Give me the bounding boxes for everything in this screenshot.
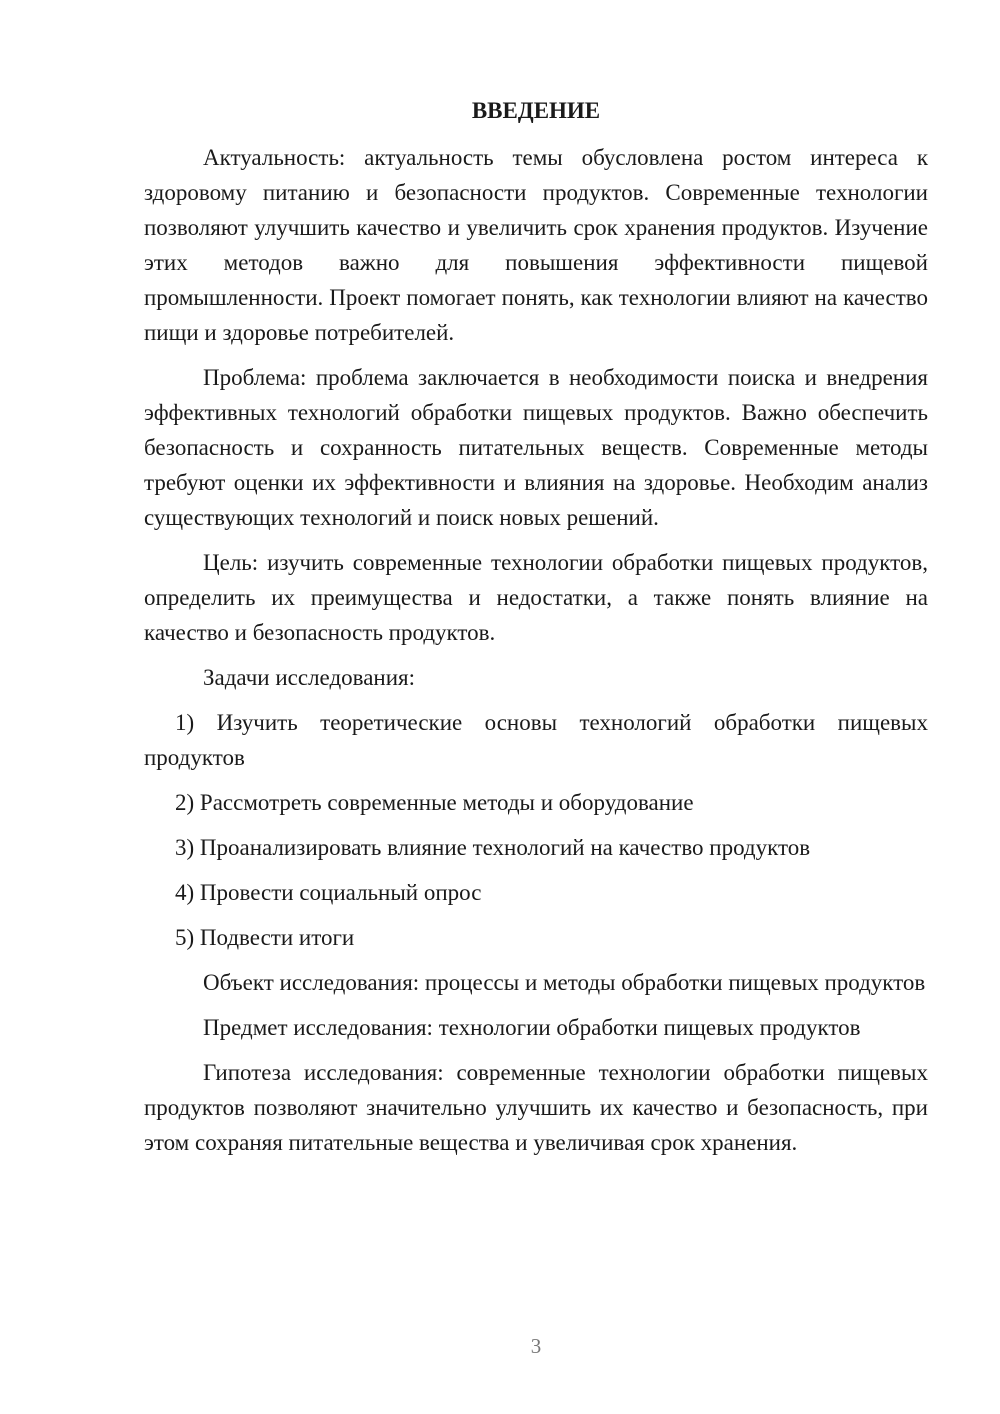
tasks-heading: Задачи исследования:	[203, 665, 416, 690]
task-item-2: 2) Рассмотреть современные методы и оборудование	[175, 790, 694, 815]
relevance-paragraph: Актуальность: актуальность темы обусловлена ростом интереса к здоровому питанию и безопасности продуктов. Современные технологии позволяют улучшить качество и увеличить срок хранения продуктов. Изучение этих методов важно для повышения эффективности пищевой промышленности. Проект помогает понять, как технологии влияют на качество пищи и здоровье потребителей.	[144, 145, 928, 345]
hypothesis-paragraph: Гипотеза исследования: современные технологии обработки пищевых продуктов позволяют значительно улучшить их качество и безопасность, при этом сохраняя питательные вещества и увеличивая срок хранения.	[144, 1060, 928, 1155]
object-paragraph: Объект исследования: процессы и методы обработки пищевых продуктов	[203, 970, 926, 995]
task-item-3: 3) Проанализировать влияние технологий на качество продуктов	[175, 835, 811, 860]
tasks-list	[144, 705, 928, 955]
task-item-1: 1) Изучить теоретические основы технологий обработки пищевых продуктов	[144, 710, 928, 770]
problem-paragraph: Проблема: проблема заключается в необходимости поиска и внедрения эффективных технологий обработки пищевых продуктов. Важно обеспечить безопасность и сохранность питательных веществ. Современные методы требуют оценки их эффективности и влияния на здоровье. Необходим анализ существующих технологий и поиск новых решений.	[144, 365, 928, 530]
subject-paragraph: Предмет исследования: технологии обработки пищевых продуктов	[203, 1015, 861, 1040]
section-title: ВВЕДЕНИЕ	[471, 98, 601, 123]
task-item-4: 4) Провести социальный опрос	[175, 880, 482, 905]
goal-paragraph: Цель: изучить современные технологии обработки пищевых продуктов, определить их преимущества и недостатки, а также понять влияние на качество и безопасность продуктов.	[144, 550, 928, 645]
page-content	[144, 96, 928, 1160]
page-number: 3	[530, 1334, 542, 1358]
task-item-5: 5) Подвести итоги	[175, 925, 355, 950]
